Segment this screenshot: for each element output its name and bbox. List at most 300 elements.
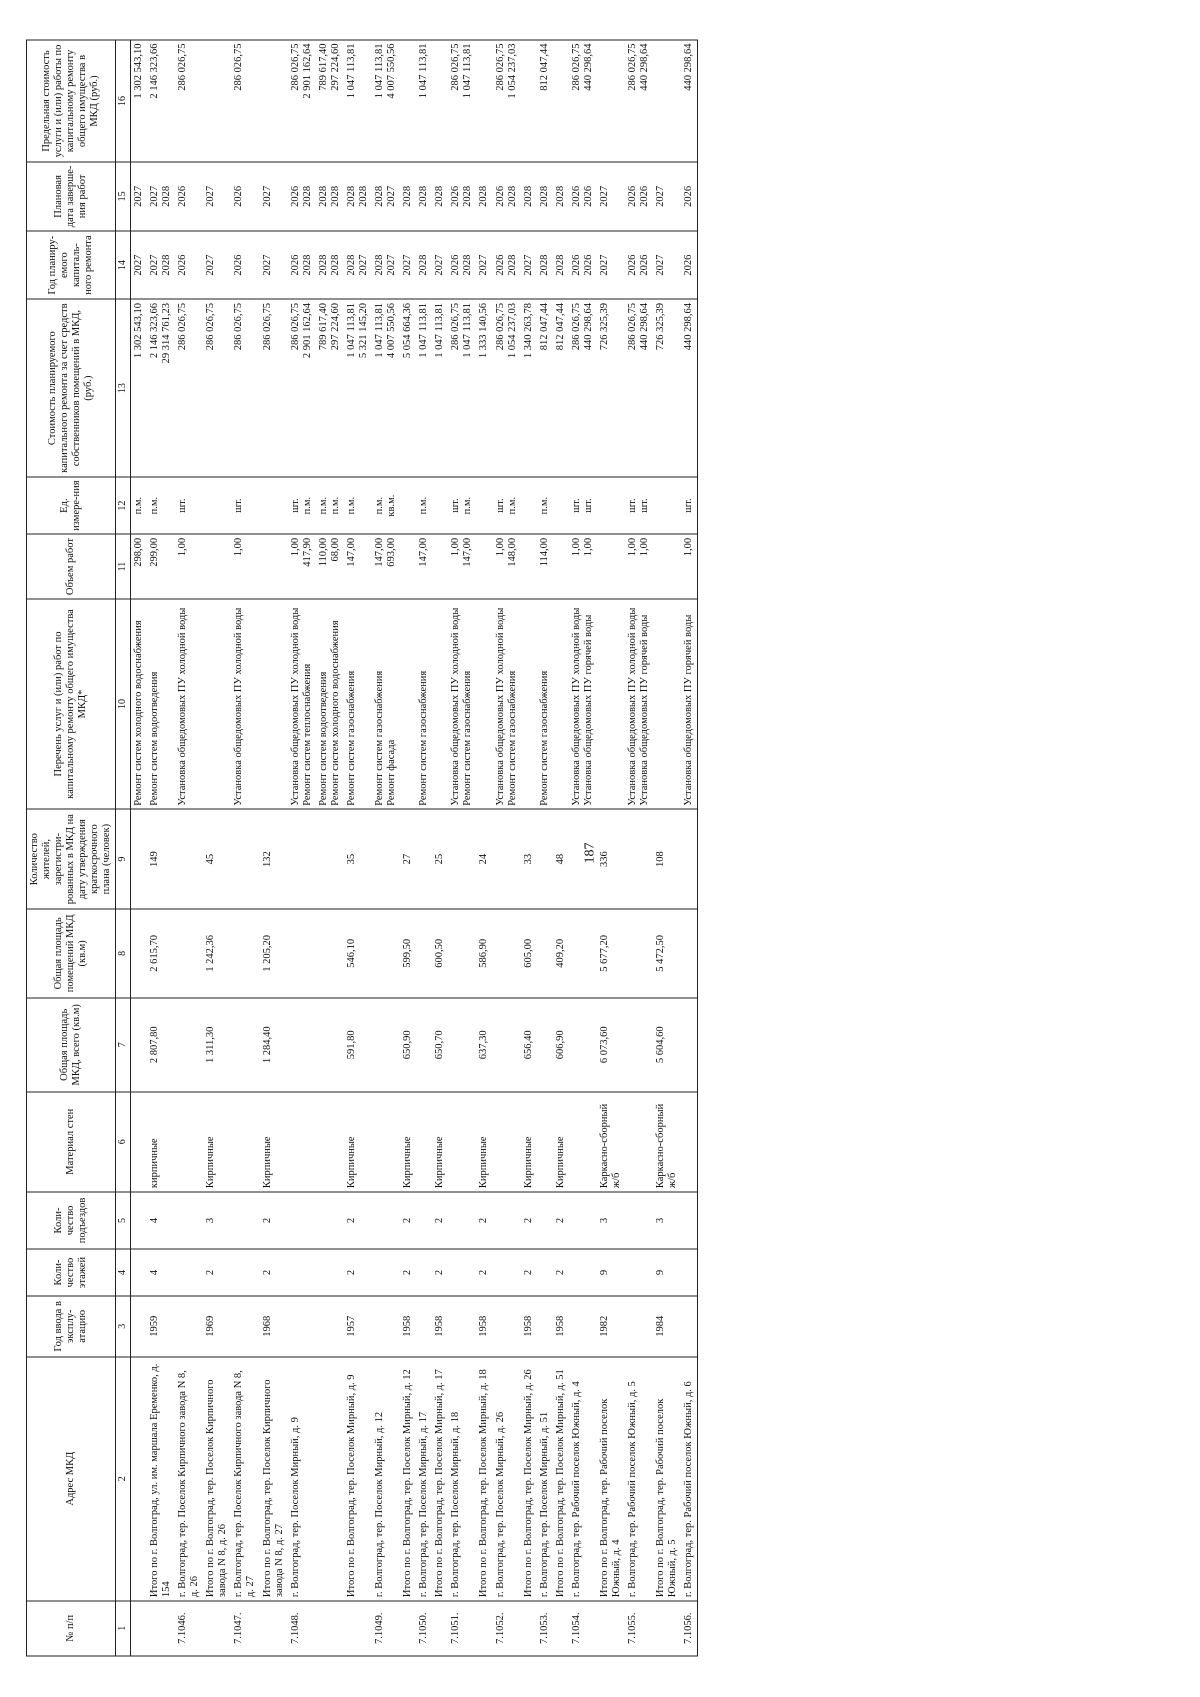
- work-volume-value: 1,00: [450, 537, 462, 557]
- work-list-cell: [597, 599, 625, 810]
- floors-cell: [316, 1249, 344, 1296]
- end-date-cell: [537, 162, 553, 231]
- row-number-cell: 7.1049.: [372, 1601, 400, 1656]
- unit-cell: [432, 477, 448, 535]
- floors-cell: [448, 1249, 476, 1296]
- column-number-13: 13: [116, 299, 131, 476]
- limit-cost-cell: [448, 40, 476, 162]
- table-row: [625, 40, 653, 1656]
- work-list-value: Ремонт систем газоснабжения: [418, 670, 430, 806]
- address-cell: г. Волгоград, тер. Рабочий поселок Южный, д. 6: [681, 1357, 698, 1601]
- column-header-4: Коли-чество этажей: [27, 1249, 116, 1296]
- entrances-cell: 3: [597, 1192, 625, 1250]
- table-container: [26, 40, 1174, 1657]
- unit-value: п.м.: [462, 496, 474, 515]
- planned-cost-value: 1 340 263,78: [522, 302, 534, 359]
- work-list-cell: [521, 599, 537, 810]
- planned-cost-cell: [597, 299, 625, 476]
- limit-cost-cell: [372, 40, 400, 162]
- column-header-9: Количество жителей, зарегистри-рованных в МКД на дату утверждения краткосрочного плана (человек): [27, 809, 116, 909]
- end-date-value: 2028: [402, 185, 414, 207]
- planned-cost-value: 2 146 323,66: [149, 302, 160, 359]
- repair-year-cell: [203, 231, 231, 300]
- total-area-cell: [231, 998, 259, 1092]
- planned-cost-cell: [372, 299, 400, 476]
- page-number: 187: [582, 842, 598, 864]
- planned-cost-cell: [476, 299, 492, 476]
- unit-value: п.м.: [317, 496, 329, 515]
- limit-cost-cell: [147, 40, 175, 162]
- table-row: [597, 40, 625, 1656]
- limit-cost-value: 1 047 113,81: [374, 43, 385, 99]
- address-cell: Итого по г. Волгоград, тер. Поселок Мирный, д. 12: [400, 1357, 416, 1601]
- table-row: [344, 40, 372, 1656]
- wall-material-cell: Каркасно-сборный ж/б: [653, 1092, 681, 1192]
- planned-cost-cell: [316, 299, 344, 476]
- work-volume-value: 417,90: [301, 537, 313, 567]
- planned-cost-value: 1 047 113,81: [345, 302, 357, 358]
- year-built-cell: 1958: [553, 1296, 569, 1357]
- planned-cost-cell: [569, 299, 597, 476]
- work-volume-value: 298,00: [132, 537, 144, 567]
- premises-area-cell: 409,20: [553, 909, 569, 998]
- column-header-5: Коли-чество подъездов: [27, 1192, 116, 1250]
- table-row: [493, 40, 521, 1656]
- planned-cost-cell: [231, 299, 259, 476]
- unit-cell: [288, 477, 316, 535]
- address-cell: г. Волгоград, тер. Рабочий поселок Южный, д. 4: [569, 1357, 597, 1601]
- table-row: [553, 40, 569, 1656]
- repair-year-value: 2026: [570, 254, 582, 276]
- floors-cell: 4: [147, 1249, 175, 1296]
- repair-year-cell: [231, 231, 259, 300]
- work-list-value: Установка общедомовых ПУ холодной воды: [450, 607, 462, 806]
- limit-cost-cell: [681, 40, 698, 162]
- column-number-2: 2: [116, 1357, 131, 1601]
- total-area-cell: 606,90: [553, 998, 569, 1092]
- planned-cost-value: 286 026,75: [570, 302, 582, 351]
- repair-year-cell: [175, 231, 203, 300]
- planned-cost-value: 286 026,75: [233, 302, 245, 351]
- column-number-row: [116, 40, 131, 1656]
- limit-cost-cell: [231, 40, 259, 162]
- planned-cost-value: 726 325,39: [655, 302, 667, 351]
- unit-cell: [653, 477, 681, 535]
- address-cell: Итого по г. Волгоград, тер. Поселок Мирный, д. 26: [521, 1357, 537, 1601]
- work-volume-cell: [416, 534, 432, 598]
- year-built-cell: 1958: [400, 1296, 416, 1357]
- planned-cost-value: 286 026,75: [205, 302, 217, 351]
- row-number-cell: [316, 1601, 344, 1656]
- work-list-value: Установка общедомовых ПУ холодной воды: [177, 607, 189, 806]
- work-volume-value: 147,00: [345, 537, 357, 567]
- repair-year-value: 2026: [233, 254, 245, 276]
- limit-cost-cell: [653, 40, 681, 162]
- premises-area-cell: [569, 909, 597, 998]
- premises-area-cell: 2 615,70: [147, 909, 175, 998]
- work-list-cell: [681, 599, 698, 810]
- unit-cell: [231, 477, 259, 535]
- end-date-cell: [597, 162, 625, 231]
- planned-cost-cell: [288, 299, 316, 476]
- column-header-10: Перечень услуг и (или) работ по капитальному ремонту общего имущества МКД*: [27, 599, 116, 810]
- premises-area-cell: [372, 909, 400, 998]
- wall-material-cell: [448, 1092, 476, 1192]
- work-volume-cell: [130, 534, 147, 598]
- premises-area-cell: 1 205,20: [260, 909, 288, 998]
- end-date-cell: [231, 162, 259, 231]
- work-list-value: Установка общедомовых ПУ холодной воды: [627, 607, 639, 806]
- work-list-cell: [344, 599, 372, 810]
- planned-cost-value: 1 302 543,10: [132, 302, 144, 359]
- address-cell: г. Волгоград, тер. Поселок Мирный, д. 51: [537, 1357, 553, 1601]
- year-built-cell: [625, 1296, 653, 1357]
- repair-year-cell: [344, 231, 372, 300]
- row-number-cell: 7.1048.: [288, 1601, 316, 1656]
- wall-material-cell: [569, 1092, 597, 1192]
- work-list-value: Ремонт систем холодного водоснабжения: [132, 620, 144, 806]
- year-built-cell: [372, 1296, 400, 1357]
- limit-cost-cell: [521, 40, 537, 162]
- repair-year-cell: [400, 231, 416, 300]
- repair-year-cell: [553, 231, 569, 300]
- work-volume-cell: [476, 534, 492, 598]
- column-number-10: 10: [116, 599, 131, 810]
- premises-area-cell: 605,00: [521, 909, 537, 998]
- wall-material-cell: [316, 1092, 344, 1192]
- unit-value: п.м.: [329, 496, 341, 515]
- repair-year-value: 2028: [554, 254, 566, 276]
- end-date-value: 2028: [554, 185, 566, 207]
- unit-cell: [553, 477, 569, 535]
- work-list-cell: [175, 599, 203, 810]
- planned-cost-cell: [625, 299, 653, 476]
- repair-year-value: 2026: [627, 254, 639, 276]
- address-cell: Итого по г. Волгоград, тер. Рабочий поселок Южный, д. 5: [653, 1357, 681, 1601]
- wall-material-cell: Кирпичные: [400, 1092, 416, 1192]
- wall-material-cell: Кирпичные: [432, 1092, 448, 1192]
- column-number-12: 12: [116, 477, 131, 535]
- end-date-value: 2028: [506, 185, 518, 207]
- repair-year-value: 2026: [683, 254, 695, 276]
- residents-cell: 336: [597, 809, 625, 909]
- work-list-value: Ремонт систем холодного водоснабжения: [329, 620, 341, 806]
- work-volume-cell: [493, 534, 521, 598]
- row-number-cell: [653, 1601, 681, 1656]
- floors-cell: 2: [260, 1249, 288, 1296]
- work-list-value: Ремонт систем газоснабжения: [462, 670, 474, 806]
- work-volume-cell: [681, 534, 698, 598]
- repair-year-value: 2027: [357, 254, 369, 276]
- entrances-cell: 3: [653, 1192, 681, 1250]
- residents-cell: 25: [432, 809, 448, 909]
- work-list-value: Ремонт систем газоснабжения: [506, 670, 518, 806]
- column-header-12: Ед. измере-ния: [27, 477, 116, 535]
- column-number-9: 9: [116, 809, 131, 909]
- unit-cell: [260, 477, 288, 535]
- planned-cost-value: 1 333 140,56: [478, 302, 490, 359]
- planned-cost-value: 29 314 761,23: [161, 302, 173, 364]
- entrances-cell: 2: [553, 1192, 569, 1250]
- address-cell: Итого по г. Волгоград, тер. Поселок Мирный, д. 17: [432, 1357, 448, 1601]
- unit-value: кв.м.: [386, 494, 398, 517]
- repair-year-cell: [476, 231, 492, 300]
- table-body: [130, 40, 697, 1656]
- work-list-value: Установка общедомовых ПУ горячей воды: [582, 614, 594, 806]
- work-list-value: Установка общедомовых ПУ холодной воды: [570, 607, 582, 806]
- year-built-cell: 1968: [260, 1296, 288, 1357]
- unit-cell: [372, 477, 400, 535]
- work-volume-value: 1,00: [683, 537, 695, 557]
- end-date-value: 2026: [683, 185, 695, 207]
- end-date-value: 2027: [205, 185, 217, 207]
- table-row: [432, 40, 448, 1656]
- limit-cost-value: 286 026,75: [494, 43, 506, 91]
- end-date-value: 2028: [357, 185, 369, 207]
- wall-material-cell: Каркасно-сборный ж/б: [597, 1092, 625, 1192]
- work-list-cell: [569, 599, 597, 810]
- limit-cost-value: 4 007 550,56: [386, 43, 398, 99]
- work-list-value: Ремонт систем водоотведения: [317, 671, 329, 806]
- wall-material-cell: Кирпичные: [260, 1092, 288, 1192]
- floors-cell: [569, 1249, 597, 1296]
- limit-cost-cell: [537, 40, 553, 162]
- total-area-cell: 656,40: [521, 998, 537, 1092]
- end-date-cell: [316, 162, 344, 231]
- work-list-cell: [416, 599, 432, 810]
- column-header-13: Стоимость планируемого капитального ремонта за счет средств собственников помещений в МКД, (руб.): [27, 299, 116, 476]
- row-number-cell: 7.1053.: [537, 1601, 553, 1656]
- total-area-cell: 650,70: [432, 998, 448, 1092]
- repair-year-value: 2026: [450, 254, 462, 276]
- work-volume-cell: [625, 534, 653, 598]
- year-built-cell: 1958: [476, 1296, 492, 1357]
- repair-year-cell: [130, 231, 147, 300]
- end-date-value: 2026: [289, 185, 301, 207]
- wall-material-cell: Кирпичные: [344, 1092, 372, 1192]
- repair-year-value: 2026: [639, 254, 651, 276]
- limit-cost-cell: [625, 40, 653, 162]
- total-area-cell: 1 284,40: [260, 998, 288, 1092]
- planned-cost-value: 1 054 237,03: [506, 302, 518, 359]
- column-number-6: 6: [116, 1092, 131, 1192]
- work-volume-cell: [260, 534, 288, 598]
- work-list-cell: [537, 599, 553, 810]
- table-row: [569, 40, 597, 1656]
- wall-material-cell: кирпичные: [147, 1092, 175, 1192]
- work-volume-cell: [521, 534, 537, 598]
- work-list-cell: [400, 599, 416, 810]
- floors-cell: [537, 1249, 553, 1296]
- planned-cost-cell: [147, 299, 175, 476]
- repair-year-value: 2026: [177, 254, 189, 276]
- column-header-11: Объем работ: [27, 534, 116, 598]
- row-number-cell: [147, 1601, 175, 1656]
- address-cell: г. Волгоград, тер. Рабочий поселок Южный, д. 5: [625, 1357, 653, 1601]
- total-area-cell: [288, 998, 316, 1092]
- residents-cell: 108: [653, 809, 681, 909]
- limit-cost-cell: [476, 40, 492, 162]
- planned-cost-cell: [448, 299, 476, 476]
- repair-year-value: 2027: [402, 254, 414, 276]
- entrances-cell: 2: [476, 1192, 492, 1250]
- limit-cost-value: 440 298,64: [683, 43, 695, 91]
- address-cell: г. Волгоград, тер. Поселок Кирпичного завода N 8, д. 27: [231, 1357, 259, 1601]
- limit-cost-cell: [130, 40, 147, 162]
- unit-cell: [537, 477, 553, 535]
- planned-cost-value: 1 047 113,81: [374, 302, 385, 358]
- row-number-cell: [260, 1601, 288, 1656]
- planned-cost-value: 286 026,75: [627, 302, 639, 351]
- column-number-15: 15: [116, 162, 131, 231]
- unit-cell: [344, 477, 372, 535]
- premises-area-cell: 546,10: [344, 909, 372, 998]
- unit-value: шт.: [639, 498, 651, 513]
- work-list-cell: [493, 599, 521, 810]
- work-list-value: Установка общедомовых ПУ горячей воды: [683, 614, 695, 806]
- limit-cost-value: 286 026,75: [289, 43, 301, 91]
- premises-area-cell: [231, 909, 259, 998]
- limit-cost-value: 297 224,60: [329, 43, 341, 91]
- limit-cost-cell: [432, 40, 448, 162]
- planned-cost-value: 286 026,75: [177, 302, 189, 351]
- year-built-cell: [130, 1296, 147, 1357]
- row-number-cell: 7.1046.: [175, 1601, 203, 1656]
- table-row: [231, 40, 259, 1656]
- unit-cell: [476, 477, 492, 535]
- year-built-cell: [175, 1296, 203, 1357]
- end-date-value: 2027: [149, 185, 160, 207]
- work-volume-value: 68,00: [329, 537, 341, 562]
- column-number-7: 7: [116, 998, 131, 1092]
- column-number-11: 11: [116, 534, 131, 598]
- row-number-cell: [476, 1601, 492, 1656]
- work-list-cell: [130, 599, 147, 810]
- planned-cost-value: 286 026,75: [261, 302, 273, 351]
- residents-cell: 35: [344, 809, 372, 909]
- limit-cost-cell: [493, 40, 521, 162]
- floors-cell: [372, 1249, 400, 1296]
- work-volume-value: 1,00: [639, 537, 651, 557]
- premises-area-cell: [175, 909, 203, 998]
- limit-cost-value: 286 026,75: [627, 43, 639, 91]
- table-row: [416, 40, 432, 1656]
- end-date-cell: [400, 162, 416, 231]
- table-row: [448, 40, 476, 1656]
- year-built-cell: 1982: [597, 1296, 625, 1357]
- planned-cost-cell: [681, 299, 698, 476]
- limit-cost-value: 440 298,64: [582, 43, 594, 91]
- end-date-cell: [432, 162, 448, 231]
- work-volume-value: 1,00: [177, 537, 189, 557]
- residents-cell: [130, 809, 147, 909]
- year-built-cell: [569, 1296, 597, 1357]
- premises-area-cell: [288, 909, 316, 998]
- end-date-value: 2026: [233, 185, 245, 207]
- repair-year-cell: [625, 231, 653, 300]
- planned-cost-cell: [400, 299, 416, 476]
- residents-cell: [372, 809, 400, 909]
- residents-cell: [416, 809, 432, 909]
- entrances-cell: 2: [521, 1192, 537, 1250]
- repair-year-cell: [493, 231, 521, 300]
- end-date-cell: [569, 162, 597, 231]
- planned-cost-cell: [537, 299, 553, 476]
- row-number-cell: [432, 1601, 448, 1656]
- work-list-value: Установка общедомовых ПУ холодной воды: [289, 607, 301, 806]
- work-volume-value: 1,00: [582, 537, 594, 557]
- floors-cell: 2: [553, 1249, 569, 1296]
- work-list-cell: [448, 599, 476, 810]
- work-volume-cell: [597, 534, 625, 598]
- repair-year-cell: [537, 231, 553, 300]
- residents-cell: 24: [476, 809, 492, 909]
- repair-year-value: 2028: [418, 254, 430, 276]
- capital-repair-table: [26, 40, 698, 1657]
- work-volume-cell: [400, 534, 416, 598]
- planned-cost-value: 440 298,64: [582, 302, 594, 351]
- address-cell: г. Волгоград, тер. Поселок Мирный, д. 12: [372, 1357, 400, 1601]
- column-number-3: 3: [116, 1296, 131, 1357]
- repair-year-value: 2027: [132, 254, 144, 276]
- wall-material-cell: [537, 1092, 553, 1192]
- planned-cost-value: 286 026,75: [494, 302, 506, 351]
- column-header-8: Общая площадь помещений МКД (кв.м): [27, 909, 116, 998]
- residents-cell: 149: [147, 809, 175, 909]
- premises-area-cell: 5 677,20: [597, 909, 625, 998]
- floors-cell: [493, 1249, 521, 1296]
- unit-value: п.м.: [418, 496, 430, 515]
- end-date-value: 2028: [522, 185, 534, 207]
- column-number-8: 8: [116, 909, 131, 998]
- repair-year-value: 2028: [161, 254, 173, 276]
- end-date-value: 2026: [177, 185, 189, 207]
- end-date-value: 2028: [374, 185, 385, 207]
- work-volume-value: 693,00: [386, 537, 398, 567]
- residents-cell: [175, 809, 203, 909]
- total-area-cell: [493, 998, 521, 1092]
- end-date-cell: [288, 162, 316, 231]
- work-volume-value: 1,00: [233, 537, 245, 557]
- address-cell: г. Волгоград, тер. Поселок Мирный, д. 18: [448, 1357, 476, 1601]
- premises-area-cell: [316, 909, 344, 998]
- floors-cell: 2: [400, 1249, 416, 1296]
- unit-cell: [400, 477, 416, 535]
- total-area-cell: 2 807,80: [147, 998, 175, 1092]
- limit-cost-value: 789 617,40: [317, 43, 329, 91]
- total-area-cell: [130, 998, 147, 1092]
- planned-cost-cell: [493, 299, 521, 476]
- year-built-cell: [288, 1296, 316, 1357]
- work-volume-value: 1,00: [494, 537, 506, 557]
- end-date-value: 2027: [655, 185, 667, 207]
- work-list-value: Ремонт систем газоснабжения: [374, 670, 385, 806]
- repair-year-value: 2028: [506, 254, 518, 276]
- column-header-6: Материал стен: [27, 1092, 116, 1192]
- work-volume-cell: [316, 534, 344, 598]
- year-built-cell: 1984: [653, 1296, 681, 1357]
- limit-cost-cell: [416, 40, 432, 162]
- work-list-value: Ремонт фасада: [386, 739, 398, 806]
- unit-value: шт.: [582, 498, 594, 513]
- row-number-cell: 7.1047.: [231, 1601, 259, 1656]
- repair-year-cell: [147, 231, 175, 300]
- repair-year-cell: [597, 231, 625, 300]
- premises-area-cell: [448, 909, 476, 998]
- work-volume-cell: [569, 534, 597, 598]
- work-volume-value: 148,00: [506, 537, 518, 567]
- planned-cost-value: 1 047 113,81: [418, 302, 430, 358]
